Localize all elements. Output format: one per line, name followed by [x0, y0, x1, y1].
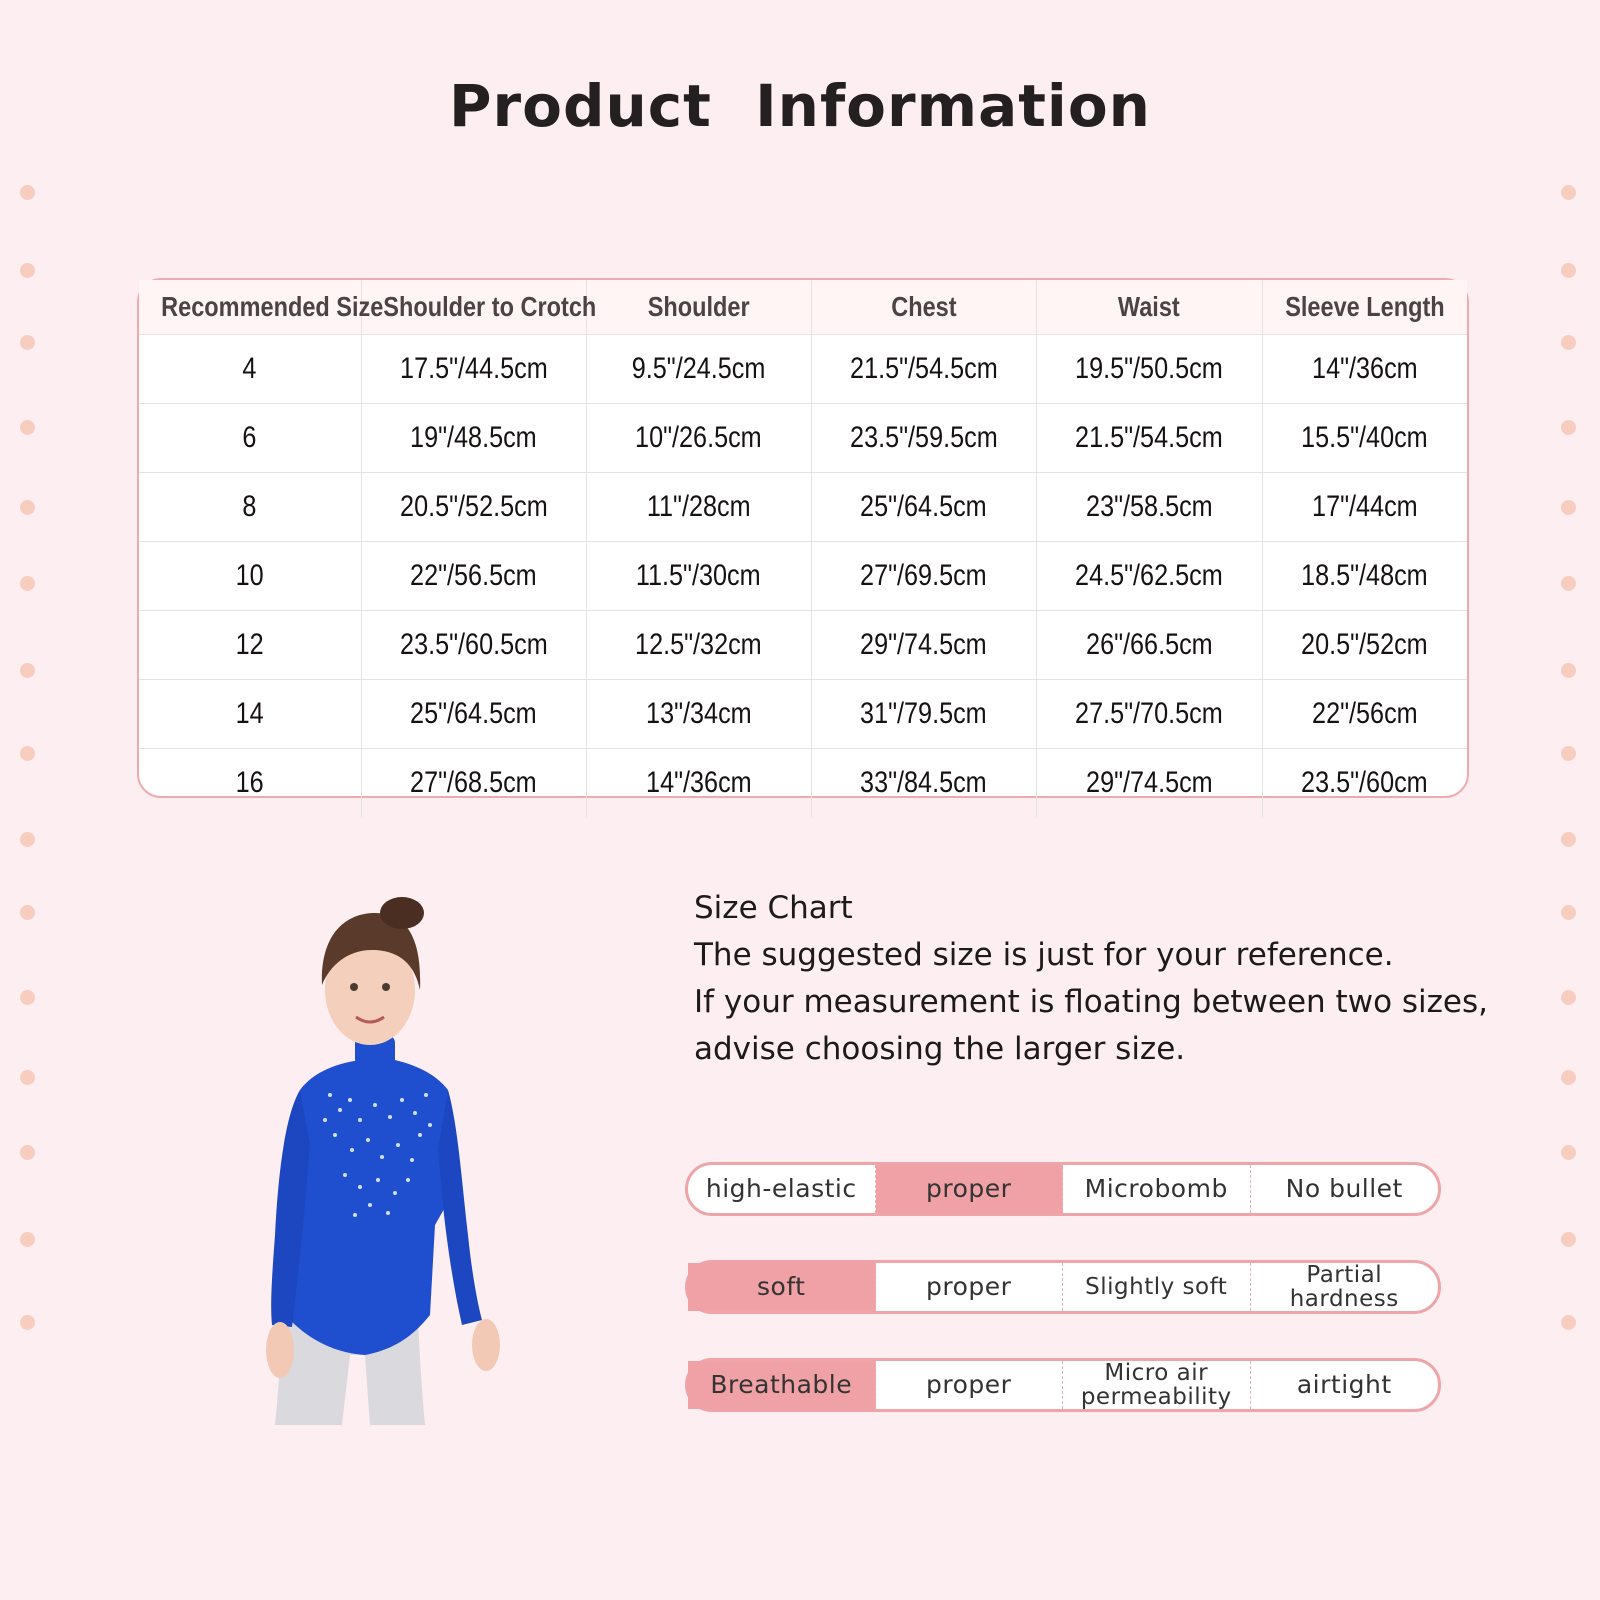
feature-option: proper — [876, 1361, 1064, 1409]
table-cell: 23.5"/59.5cm — [811, 404, 1036, 473]
decorative-dot — [1561, 663, 1576, 678]
table-cell: 12.5"/32cm — [586, 611, 811, 680]
decorative-dot — [20, 1315, 35, 1330]
header-cell: Sleeve Length — [1262, 280, 1467, 335]
feature-elasticity — [685, 1162, 1441, 1216]
decorative-dot — [1561, 905, 1576, 920]
hand-left — [266, 1322, 294, 1378]
hair-bun — [380, 897, 424, 929]
feature-option: Micro air permeability — [1063, 1361, 1251, 1409]
decorative-dot — [20, 990, 35, 1005]
table-cell: 23.5"/60cm — [1301, 766, 1429, 799]
table-cell: 31"/79.5cm — [811, 680, 1036, 749]
table-cell: 23"/58.5cm — [1036, 473, 1262, 542]
feature-option: Partial hardness — [1289, 1262, 1399, 1312]
leotard-body — [288, 1060, 452, 1355]
decorative-dot — [1561, 990, 1576, 1005]
eye-right — [382, 983, 390, 991]
feature-option: Microbomb — [1063, 1165, 1251, 1213]
table-cell: 26"/66.5cm — [1036, 611, 1262, 680]
table-cell: 19.5"/50.5cm — [1036, 335, 1262, 404]
decorative-dot — [1561, 576, 1576, 591]
hand-right — [472, 1319, 500, 1371]
feature-option: high-elastic — [688, 1165, 876, 1213]
size-chart-heading: Size Chart — [694, 890, 853, 926]
table-cell: 17"/44cm — [1262, 473, 1467, 542]
girl-leotard-illustration — [230, 895, 530, 1425]
feature-softness — [685, 1260, 1441, 1314]
decorative-dot — [20, 832, 35, 847]
table-cell: 10"/26.5cm — [586, 404, 811, 473]
feature-option-selected: soft — [688, 1263, 876, 1311]
table-cell: 11"/28cm — [586, 473, 811, 542]
table-cell: 20.5"/52.5cm — [361, 473, 586, 542]
decorative-dot — [20, 1232, 35, 1247]
table-cell: 27"/68.5cm — [361, 749, 586, 818]
table-cell: 14"/36cm — [586, 749, 811, 818]
decorative-dot — [1561, 1145, 1576, 1160]
table-cell: 29"/74.5cm — [1036, 749, 1262, 818]
table-cell: 23.5"/60.5cm — [361, 611, 586, 680]
size-chart-note — [694, 885, 1514, 1073]
table-cell: 9.5"/24.5cm — [586, 335, 811, 404]
decorative-dot — [20, 1145, 35, 1160]
table-cell: 14"/36cm — [1262, 335, 1467, 404]
table-cell: 16 — [139, 749, 361, 818]
table-cell: 17.5"/44.5cm — [361, 335, 586, 404]
feature-option: Slightly soft — [1063, 1263, 1251, 1311]
table-cell: 22"/56cm — [1262, 680, 1467, 749]
decorative-dot — [1561, 335, 1576, 350]
page-title: Product Information — [449, 72, 1151, 140]
decorative-dot — [20, 663, 35, 678]
table-cell: 33"/84.5cm — [811, 749, 1036, 818]
feature-option-selected: proper — [876, 1165, 1064, 1213]
size-chart-line: If your measurement is floating between two sizes, — [694, 984, 1488, 1020]
feature-breathability — [685, 1358, 1441, 1412]
size-chart-line: The suggested size is just for your reference. — [694, 937, 1394, 973]
feature-option-selected: Breathable — [688, 1361, 876, 1409]
decorative-dot — [20, 1070, 35, 1085]
decorative-dot — [1561, 1315, 1576, 1330]
table-cell: 21.5"/54.5cm — [1036, 404, 1262, 473]
decorative-dot — [20, 905, 35, 920]
eye-left — [350, 983, 358, 991]
table-cell: 10 — [139, 542, 361, 611]
table-row — [139, 335, 1467, 404]
table-cell: 24.5"/62.5cm — [1036, 542, 1262, 611]
table-cell: 29"/74.5cm — [811, 611, 1036, 680]
feature-option: No bullet — [1285, 1174, 1403, 1203]
table-cell: 25"/64.5cm — [361, 680, 586, 749]
table-cell: 13"/34cm — [586, 680, 811, 749]
table-cell: 19"/48.5cm — [361, 404, 586, 473]
header-cell: Waist — [1036, 280, 1262, 335]
decorative-dot — [1561, 832, 1576, 847]
table-cell: 14 — [139, 680, 361, 749]
table-cell: 12 — [139, 611, 361, 680]
size-chart-line: advise choosing the larger size. — [694, 1031, 1186, 1067]
table-row — [139, 542, 1467, 611]
table-cell: 27"/69.5cm — [811, 542, 1036, 611]
size-table — [137, 278, 1469, 798]
table-cell: 4 — [139, 335, 361, 404]
decorative-dot — [20, 576, 35, 591]
table-cell: 27.5"/70.5cm — [1036, 680, 1262, 749]
decorative-dot — [1561, 500, 1576, 515]
leotard-sleeve-right — [438, 1090, 482, 1325]
table-row — [139, 611, 1467, 680]
decorative-dot — [1561, 185, 1576, 200]
table-row — [139, 680, 1467, 749]
decorative-dot — [1561, 746, 1576, 761]
decorative-dot — [20, 500, 35, 515]
feature-option: proper — [876, 1263, 1064, 1311]
table-cell: 22"/56.5cm — [361, 542, 586, 611]
table-cell: 11.5"/30cm — [586, 542, 811, 611]
table-row — [139, 473, 1467, 542]
decorative-dot — [20, 420, 35, 435]
decorative-dot — [1561, 1070, 1576, 1085]
feature-option: airtight — [1296, 1370, 1392, 1399]
table-row — [139, 749, 1467, 818]
decorative-dot — [1561, 1232, 1576, 1247]
table-cell: 15.5"/40cm — [1262, 404, 1467, 473]
table-cell: 18.5"/48cm — [1262, 542, 1467, 611]
table-cell: 20.5"/52cm — [1262, 611, 1467, 680]
decorative-dot — [1561, 420, 1576, 435]
decorative-dot — [20, 185, 35, 200]
table-header-row — [139, 280, 1467, 335]
decorative-dot — [1561, 263, 1576, 278]
header-cell: Recommended Size — [139, 280, 361, 335]
table-cell: 6 — [139, 404, 361, 473]
decorative-dots-left — [20, 0, 40, 1600]
decorative-dot — [20, 263, 35, 278]
header-cell: Shoulder to Crotch — [361, 280, 586, 335]
table-row — [139, 404, 1467, 473]
decorative-dot — [20, 335, 35, 350]
header-cell: Shoulder — [586, 280, 811, 335]
decorative-dots-right — [1561, 0, 1581, 1600]
header-cell: Chest — [811, 280, 1036, 335]
table-cell: 25"/64.5cm — [811, 473, 1036, 542]
table-cell: 21.5"/54.5cm — [811, 335, 1036, 404]
decorative-dot — [20, 746, 35, 761]
table-cell: 8 — [139, 473, 361, 542]
